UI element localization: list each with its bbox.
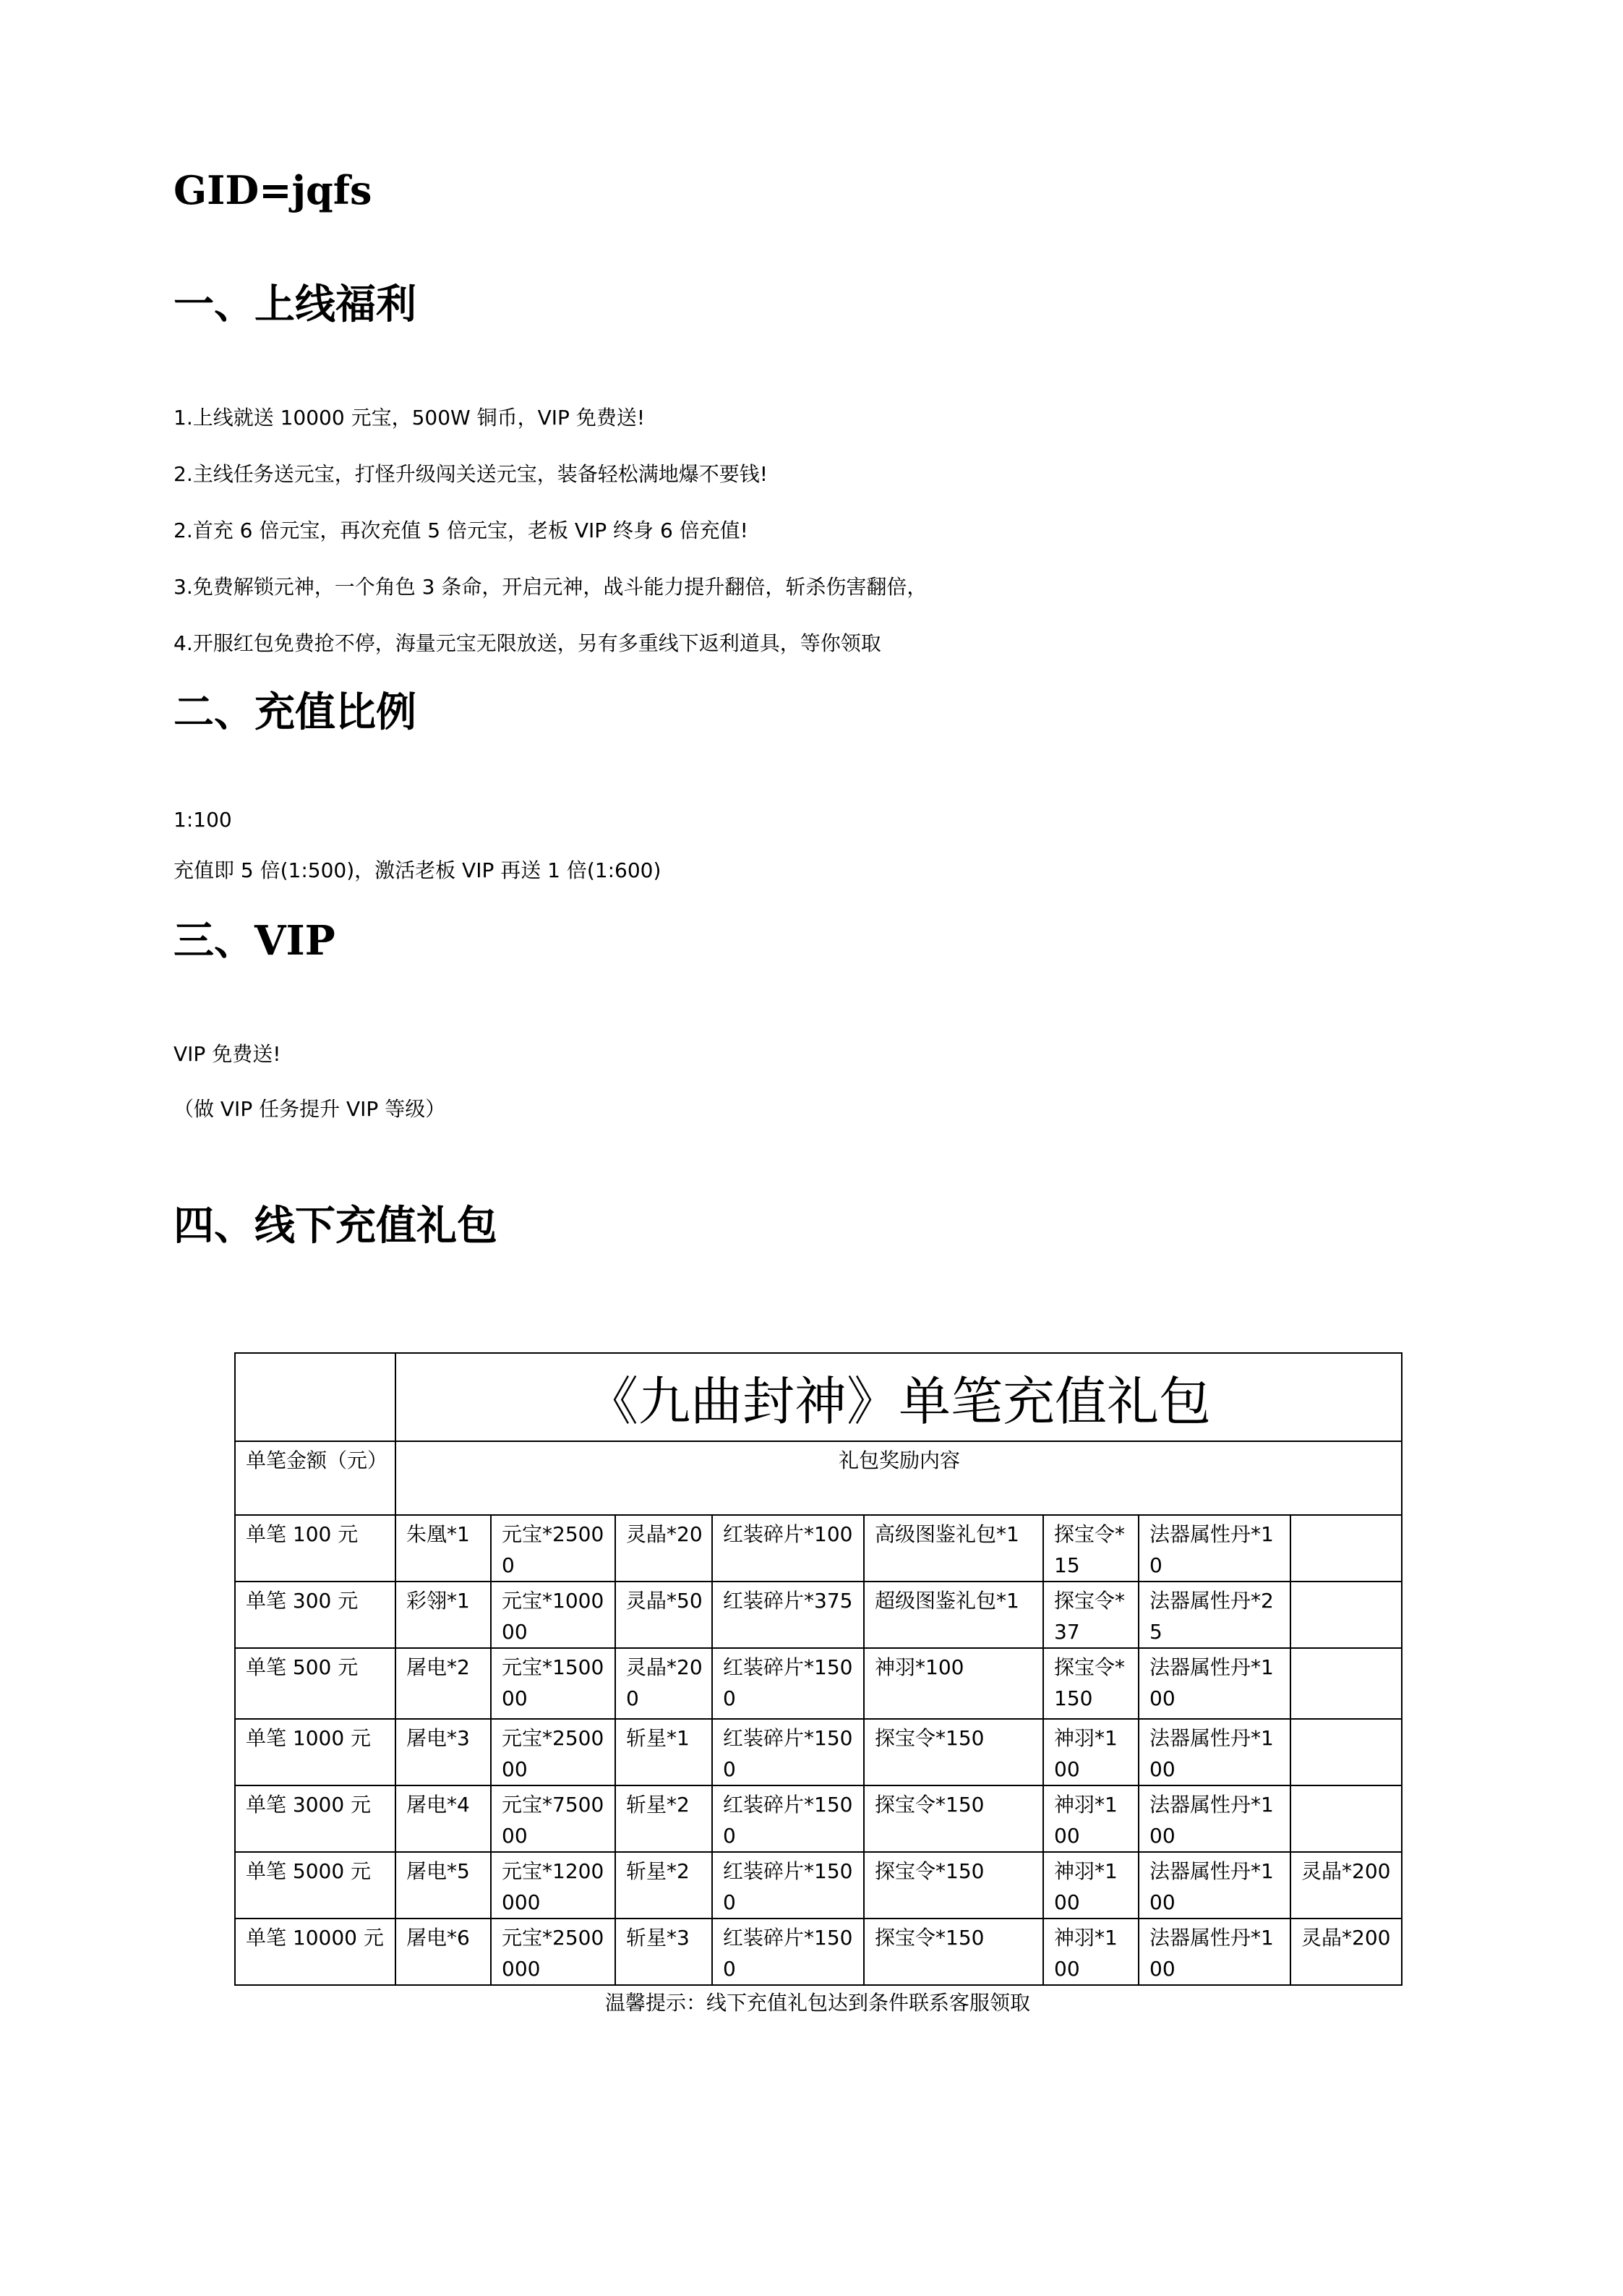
header-amount: 单笔金额（元） xyxy=(235,1441,395,1515)
recharge-ratio-detail: 充值即 5 倍(1:500)，激活老板 VIP 再送 1 倍(1:600) xyxy=(174,858,661,882)
reward-cell xyxy=(1290,1719,1402,1785)
reward-cell: 屠电*3 xyxy=(395,1719,491,1785)
reward-cell: 探宝令*150 xyxy=(864,1919,1043,1985)
reward-cell: 探宝令*150 xyxy=(1043,1648,1139,1719)
reward-cell xyxy=(1290,1785,1402,1852)
reward-cell: 神羽*100 xyxy=(1043,1852,1139,1919)
reward-cell: 斩星*1 xyxy=(615,1719,712,1785)
reward-cell: 神羽*100 xyxy=(1043,1919,1139,1985)
recharge-gift-table xyxy=(234,1352,1403,1986)
table-row xyxy=(235,1648,1402,1719)
reward-cell: 法器属性丹*100 xyxy=(1139,1785,1290,1852)
reward-cell: 元宝*25000 xyxy=(491,1515,615,1582)
table-row xyxy=(235,1719,1402,1785)
reward-cell: 元宝*150000 xyxy=(491,1648,615,1719)
reward-cell: 灵晶*200 xyxy=(1290,1852,1402,1919)
reward-cell: 元宝*250000 xyxy=(491,1719,615,1785)
amount-cell: 单笔 3000 元 xyxy=(235,1785,395,1852)
reward-cell: 法器属性丹*10 xyxy=(1139,1515,1290,1582)
reward-cell: 红装碎片*1500 xyxy=(712,1785,864,1852)
reward-cell: 斩星*2 xyxy=(615,1852,712,1919)
reward-cell: 屠电*5 xyxy=(395,1852,491,1919)
reward-cell: 屠电*2 xyxy=(395,1648,491,1719)
amount-cell: 单笔 1000 元 xyxy=(235,1719,395,1785)
table-row xyxy=(235,1515,1402,1582)
table-row xyxy=(235,1919,1402,1985)
amount-cell: 单笔 10000 元 xyxy=(235,1919,395,1985)
section-online-benefits-title: 一、上线福利 xyxy=(174,281,416,328)
reward-cell: 超级图鉴礼包*1 xyxy=(864,1582,1043,1648)
header-rewards: 礼包奖励内容 xyxy=(395,1441,1402,1515)
table-row xyxy=(235,1785,1402,1852)
table-header-row xyxy=(235,1441,1402,1515)
reward-cell: 元宝*2500000 xyxy=(491,1919,615,1985)
vip-note: （做 VIP 任务提升 VIP 等级） xyxy=(174,1097,446,1121)
reward-cell xyxy=(1290,1582,1402,1648)
reward-cell: 神羽*100 xyxy=(1043,1785,1139,1852)
table-title: 《九曲封神》单笔充值礼包 xyxy=(395,1353,1402,1441)
table-corner-cell xyxy=(235,1353,395,1441)
benefit-item: 2.主线任务送元宝，打怪升级闯关送元宝，装备轻松满地爆不要钱! xyxy=(174,462,768,486)
reward-cell: 探宝令*150 xyxy=(864,1719,1043,1785)
reward-cell: 屠电*6 xyxy=(395,1919,491,1985)
benefit-item: 3.免费解锁元神，一个角色 3 条命，开启元神，战斗能力提升翻倍，斩杀伤害翻倍， xyxy=(174,575,928,599)
vip-line: VIP 免费送! xyxy=(174,1042,281,1066)
reward-cell: 灵晶*200 xyxy=(615,1648,712,1719)
reward-cell: 元宝*100000 xyxy=(491,1582,615,1648)
reward-cell: 探宝令*15 xyxy=(1043,1515,1139,1582)
reward-cell: 红装碎片*1500 xyxy=(712,1919,864,1985)
table-row xyxy=(235,1852,1402,1919)
reward-cell: 探宝令*150 xyxy=(864,1785,1043,1852)
amount-cell: 单笔 300 元 xyxy=(235,1582,395,1648)
reward-cell xyxy=(1290,1515,1402,1582)
reward-cell: 高级图鉴礼包*1 xyxy=(864,1515,1043,1582)
section-recharge-ratio-title: 二、充值比例 xyxy=(174,688,416,736)
reward-cell: 斩星*3 xyxy=(615,1919,712,1985)
reward-cell xyxy=(1290,1648,1402,1719)
reward-cell: 神羽*100 xyxy=(864,1648,1043,1719)
section-vip-title: 三、VIP xyxy=(174,917,335,965)
benefit-item: 2.首充 6 倍元宝，再次充值 5 倍元宝，老板 VIP 终身 6 倍充值! xyxy=(174,518,748,542)
reward-cell: 彩翎*1 xyxy=(395,1582,491,1648)
reward-cell: 灵晶*20 xyxy=(615,1515,712,1582)
reward-cell: 元宝*1200000 xyxy=(491,1852,615,1919)
reward-cell: 探宝令*37 xyxy=(1043,1582,1139,1648)
amount-cell: 单笔 100 元 xyxy=(235,1515,395,1582)
reward-cell: 法器属性丹*100 xyxy=(1139,1648,1290,1719)
reward-cell: 灵晶*50 xyxy=(615,1582,712,1648)
reward-cell: 屠电*4 xyxy=(395,1785,491,1852)
section-offline-gift-title: 四、线下充值礼包 xyxy=(174,1202,497,1250)
reward-cell: 法器属性丹*100 xyxy=(1139,1719,1290,1785)
amount-cell: 单笔 500 元 xyxy=(235,1648,395,1719)
benefit-item: 1.上线就送 10000 元宝，500W 铜币，VIP 免费送! xyxy=(174,406,646,430)
reward-cell: 红装碎片*100 xyxy=(712,1515,864,1582)
reward-cell: 斩星*2 xyxy=(615,1785,712,1852)
reward-cell: 法器属性丹*25 xyxy=(1139,1582,1290,1648)
reward-cell: 红装碎片*1500 xyxy=(712,1648,864,1719)
reward-cell: 朱凰*1 xyxy=(395,1515,491,1582)
game-id-heading: GID=jqfs xyxy=(174,167,372,213)
benefit-item: 4.开服红包免费抢不停，海量元宝无限放送，另有多重线下返利道具，等你领取 xyxy=(174,631,881,655)
table-row xyxy=(235,1582,1402,1648)
reward-cell: 红装碎片*1500 xyxy=(712,1852,864,1919)
table-title-row xyxy=(235,1353,1402,1441)
reward-cell: 红装碎片*1500 xyxy=(712,1719,864,1785)
reward-cell: 灵晶*200 xyxy=(1290,1919,1402,1985)
reward-cell: 探宝令*150 xyxy=(864,1852,1043,1919)
reward-cell: 红装碎片*375 xyxy=(712,1582,864,1648)
table-tip: 温馨提示：线下充值礼包达到条件联系客服领取 xyxy=(604,1991,1030,2015)
recharge-ratio: 1:100 xyxy=(174,808,232,832)
reward-cell: 神羽*100 xyxy=(1043,1719,1139,1785)
reward-cell: 元宝*750000 xyxy=(491,1785,615,1852)
reward-cell: 法器属性丹*100 xyxy=(1139,1852,1290,1919)
reward-cell: 法器属性丹*100 xyxy=(1139,1919,1290,1985)
amount-cell: 单笔 5000 元 xyxy=(235,1852,395,1919)
